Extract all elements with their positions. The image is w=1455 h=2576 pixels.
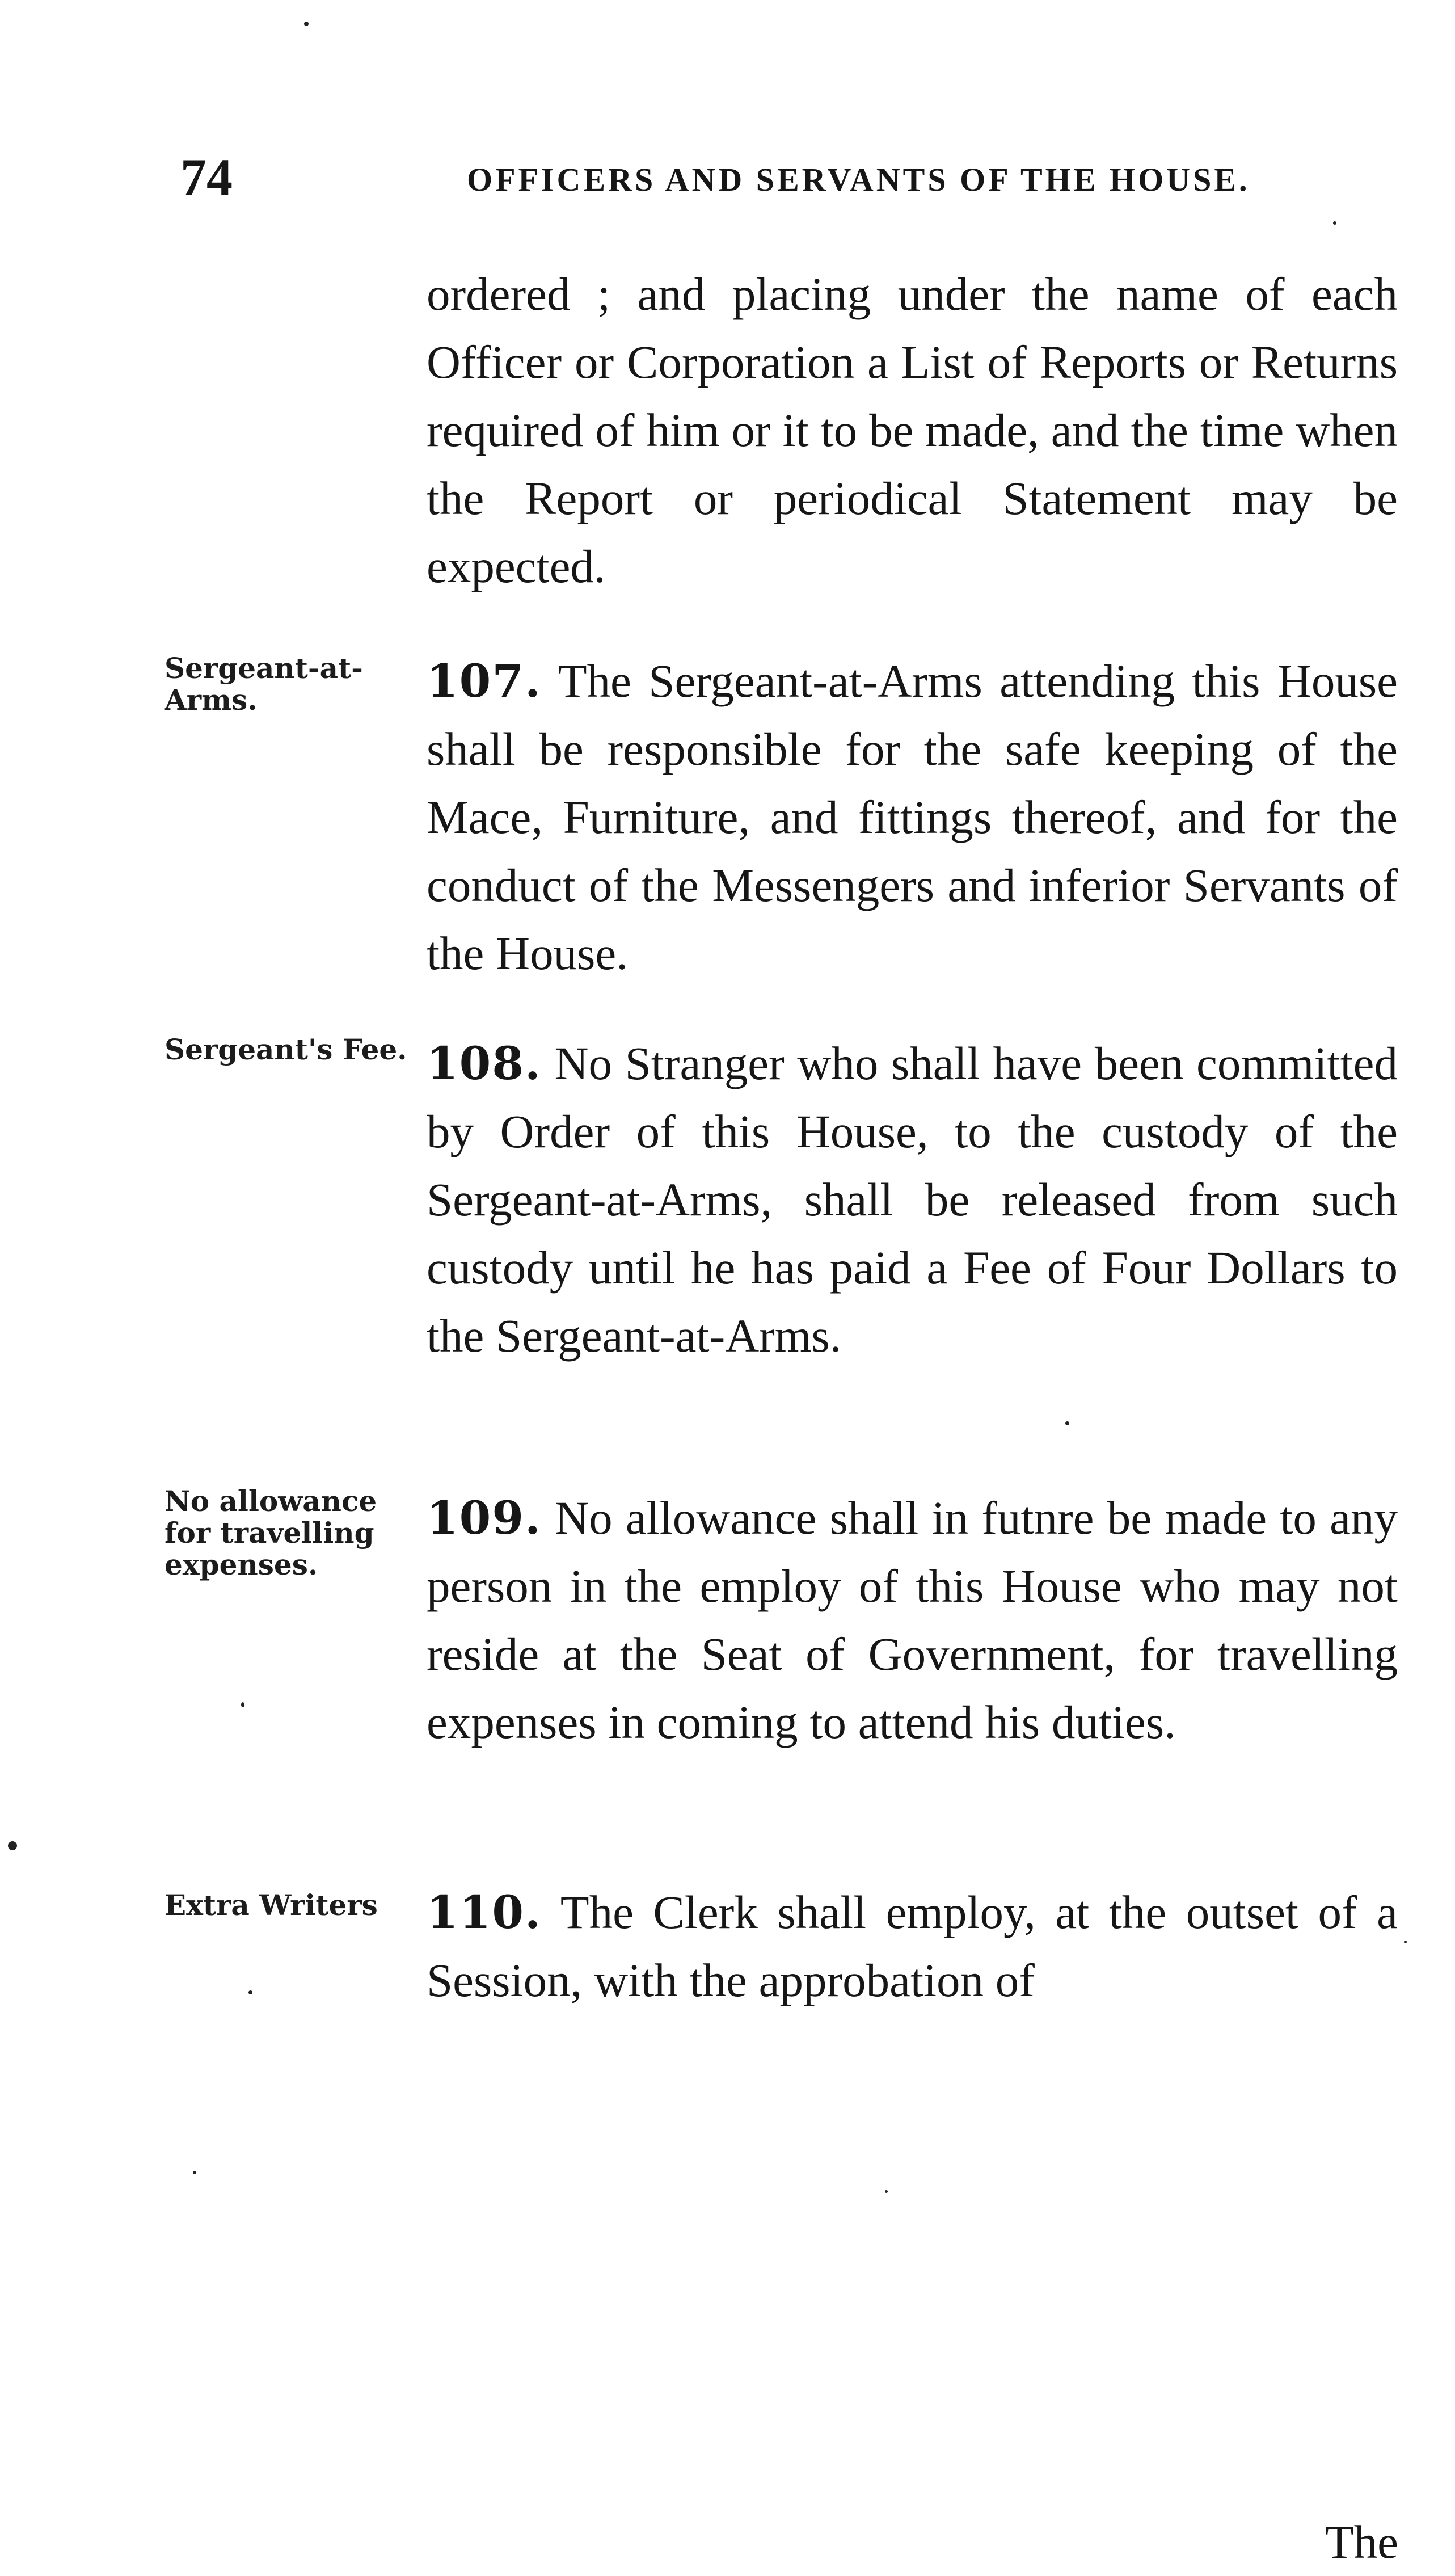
scan-speck — [1404, 1941, 1407, 1943]
clause-text: The Clerk shall employ, at the outset of a Session, with the approbation of — [427, 1886, 1398, 2006]
clause-text: The Sergeant-at-Arms attending this House shall be responsible for the safe keeping of the Mace, Furniture, and fittings thereof, and for the conduct of the Messengers and inferior Servants of the House. — [427, 655, 1398, 979]
clause-number: 108 . — [427, 1037, 542, 1090]
scan-speck — [193, 2171, 196, 2174]
sidenote-109: No allowance for travelling expenses. — [165, 1484, 377, 1581]
clause-number: 110 . — [427, 1885, 542, 1939]
clause-110 — [427, 1878, 1398, 2014]
clause-number: 109 . — [427, 1491, 542, 1544]
catchword: The — [1325, 2516, 1398, 2568]
scan-speck — [885, 2190, 888, 2193]
scan-speck — [1065, 1421, 1069, 1425]
sidenote-110: Extra Writers — [165, 1888, 378, 1922]
scan-speck — [304, 22, 309, 26]
page-number: 74 — [180, 148, 233, 206]
scan-speck — [8, 1841, 17, 1850]
scan-speck — [1333, 221, 1336, 225]
scan-speck — [248, 1990, 252, 1994]
running-head — [180, 149, 1400, 205]
clause-text: No allowance shall in futnre be made to any person in the employ of this House who may not reside at the Seat of Government, for travelling expenses in coming to attend his duties. — [427, 1492, 1398, 1748]
sidenote-108: Sergeant's Fee. — [165, 1033, 407, 1066]
clause-number: 107 . — [427, 654, 542, 708]
sidenote-107: Sergeant-at-Arms. — [165, 651, 363, 717]
clause-109 — [427, 1484, 1398, 1756]
clause-text: No Stranger who shall have been committed by Order of this House, to the custody of the Sergeant-at-Arms, shall be released from such custody until he has paid a Fee of Four Dollars to the Sergeant-at-Arms. — [427, 1037, 1398, 1362]
continuation-text: ordered ; and placing under the name of each Officer or Corporation a List of Reports or Returns required of him or it to be made, and the time when the Report or periodical Statement may be expected. — [427, 268, 1398, 592]
clause-108 — [427, 1029, 1398, 1370]
running-head-title: OFFICERS AND SERVANTS OF THE HOUSE. — [467, 161, 1250, 198]
scan-speck — [241, 1702, 244, 1707]
clause-107 — [427, 647, 1398, 987]
continuation-paragraph — [427, 260, 1398, 600]
